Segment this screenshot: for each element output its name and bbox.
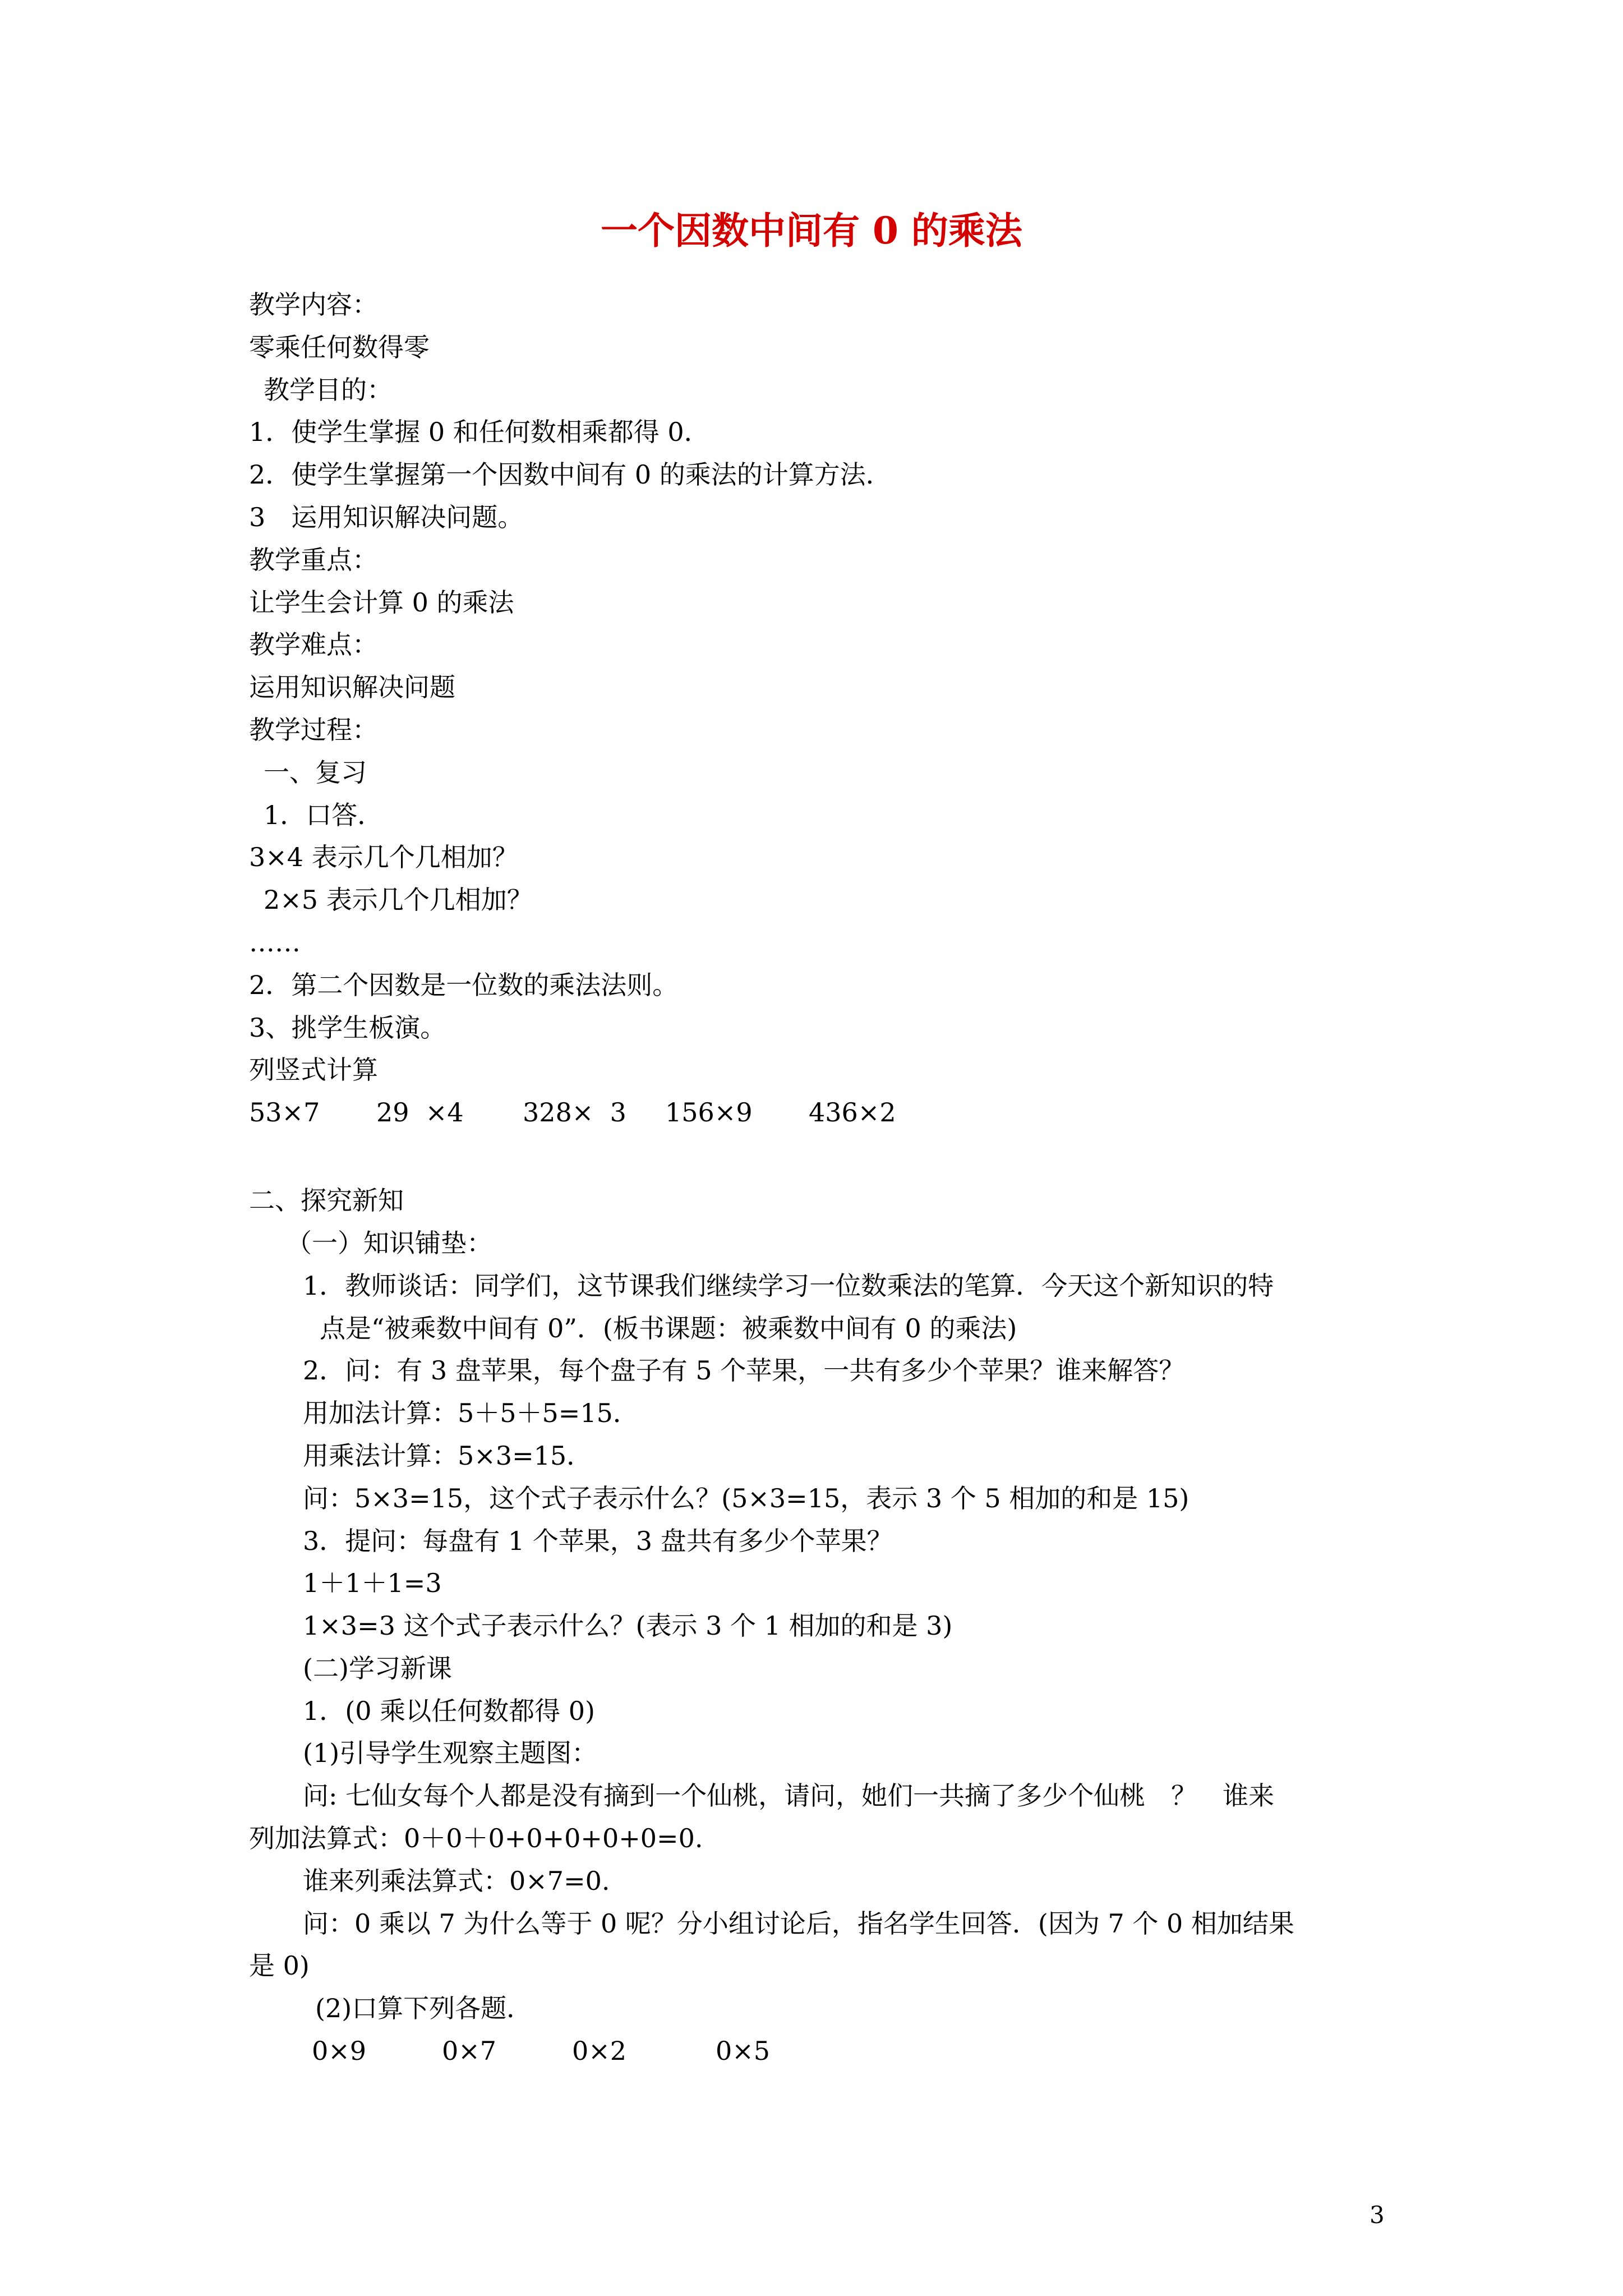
text-line: 3、挑学生板演。 [249,1013,446,1043]
text-line: 2．第二个因数是一位数的乘法法则。 [249,970,679,1000]
text-line: 问: 七仙女每个人都是没有摘到一个仙桃，请问，她们一共摘了多少个仙桃 ？ 谁来 [303,1780,1275,1811]
text-line: 列竖式计算 [249,1055,378,1085]
text-line: (2)口算下列各题． [315,1993,533,2023]
text-line: 列加法算式：0＋0＋0+0+0+0+0=0. [249,1823,703,1853]
text-line: 教学重点： [249,545,378,575]
document-title: 一个因数中间有 0 的乘法 [601,209,1022,252]
text-line: 2×5 表示几个几相加？ [264,885,533,915]
page-number: 3 [1370,2201,1385,2229]
exercise-item: 328× 3 [523,1097,626,1128]
text-line: 问：0 乘以 7 为什么等于 0 呢？分小组讨论后，指名学生回答．(因为 7 个 0 相加结果 [303,1908,1294,1939]
text-line: 1．教师谈话：同学们，这节课我们继续学习一位数乘法的笔算．今天这个新知识的特 [303,1271,1274,1301]
text-line: 2．使学生掌握第一个因数中间有 0 的乘法的计算方法． [249,459,892,490]
text-line: 用加法计算：5＋5＋5=15． [303,1398,639,1428]
exercise-item: 29 ×4 [376,1097,464,1128]
exercise-item: 0×5 [716,2036,771,2066]
text-line: 问：5×3=15，这个式子表示什么？(5×3=15，表示 3 个 5 相加的和是 15) [303,1483,1189,1513]
text-line: 1．使学生掌握 0 和任何数相乘都得 0． [249,417,710,447]
exercise-row [249,1099,1371,1128]
text-line: 点是“被乘数中间有 0”．(板书课题：被乘数中间有 0 的乘法) [320,1313,1017,1343]
text-line: 用乘法计算：5×3=15． [303,1441,593,1471]
text-line: 1．(0 乘以任何数都得 0) [303,1696,595,1726]
text-line: …… [249,927,301,958]
text-line: 谁来列乘法算式：0×7=0. [303,1866,610,1896]
text-line: 教学过程： [249,715,378,745]
section-heading: 二、探究新知 [249,1185,404,1216]
text-line: 是 0) [249,1950,310,1981]
exercise-item: 436×2 [809,1097,896,1128]
text-line: 1．口答． [264,800,384,830]
text-line: 让学生会计算 0 的乘法 [249,587,514,618]
exercise-item: 156×9 [665,1097,753,1128]
exercise-item: 0×2 [572,2036,627,2066]
text-line: (1)引导学生观察主题图： [303,1738,598,1768]
exercise-item: 0×9 [312,2036,367,2066]
text-line: 运用知识解决问题 [249,672,455,702]
text-line: 1×3=3 这个式子表示什么？(表示 3 个 1 相加的和是 3) [303,1611,953,1641]
text-line: 教学难点： [249,629,378,660]
text-line: 1＋1＋1=3 [303,1568,442,1598]
text-line: (二)学习新课 [303,1653,452,1683]
exercise-item: 0×7 [442,2036,497,2066]
text-line: 2．问：有 3 盘苹果，每个盘子有 5 个苹果，一共有多少个苹果？谁来解答？ [303,1355,1185,1386]
text-line: 教学内容： [249,289,378,320]
text-line: 3×4 表示几个几相加？ [249,842,518,872]
text-line: 3 运用知识解决问题。 [249,502,524,532]
text-line: （一）知识铺垫： [286,1228,492,1258]
text-line: 零乘任何数得零 [249,332,430,362]
text-line: 一、复习 [264,757,367,788]
text-line: 3．提问：每盘有 1 个苹果，3 盘共有多少个苹果？ [303,1526,893,1556]
exercise-item: 53×7 [249,1097,320,1128]
exercise-row [312,2038,1153,2066]
text-line: 教学目的： [264,375,393,405]
